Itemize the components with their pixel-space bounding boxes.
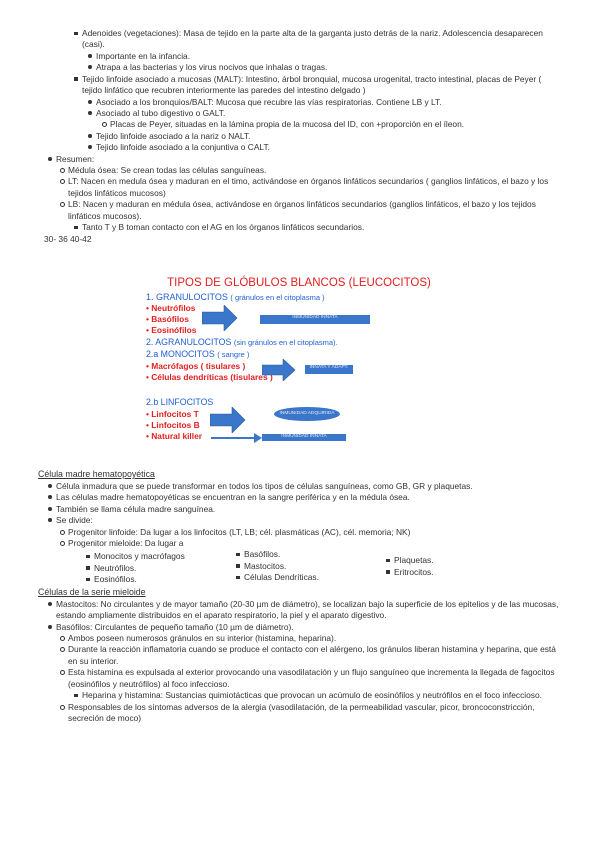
list-item: Adenoides (vegetaciones): Masa de tejido en la parte alta de la garganta justo detrás de la nariz. Adolescencia desaparecen (casi). (82, 28, 560, 51)
fig-item: • Eosinófilos (146, 325, 197, 335)
list-item: Célula inmadura que se puede transformar en todos los tipos de células sanguíneas, como GB, GR y plaquetas. (56, 481, 560, 492)
fig-item: • Linfocitos T (146, 409, 199, 419)
sub-list (96, 131, 560, 154)
section-heading: Célula madre hematopoyética (38, 469, 155, 479)
list-item: Basófilos: Circulantes de pequeño tamaño (10 µm de diámetro). (56, 622, 560, 633)
top-section (0, 28, 600, 245)
list-item: Eritrocitos. (394, 567, 504, 578)
list-item: Tejido linfoide asociado a la conjuntiva o CALT. (96, 142, 560, 153)
column-2 (234, 549, 384, 585)
list-item: Progenitor linfoide: Da lugar a los linfocitos (LT, LB; cél. plasmáticas (AC), cél. memoria; NK) (68, 527, 560, 538)
innate-box: INMUNIDAD INNATA (260, 315, 370, 324)
mieloide-columns (84, 549, 524, 585)
fig-item: • Células dendríticas (tisulares ) (146, 372, 273, 382)
list-item: Neutrófilos. (94, 563, 234, 574)
mieloide-last (68, 702, 560, 725)
list-item: Tejido linfoide asociado a mucosas (MALT): Intestino, árbol bronquial, mucosa urogenital, tracto intestinal, placas de Peyer ( tejido linfático que recubren interiormente las paredes del intestino delgado ) (82, 74, 560, 97)
resumen-list (56, 154, 560, 165)
list-item: Progenitor mieloide: Da lugar a (68, 538, 560, 549)
hemato-list (56, 481, 560, 527)
list-item: Importante en la infancia. (96, 51, 560, 62)
monocitos-heading: 2.a MONOCITOS ( sangre ) (146, 349, 250, 359)
list-item: Esta histamina es expulsada al exterior provocando una vasodilatación y un flujo sanguíneo que incrementa la llegada de fagocitos (eosinófilos y neutrófilos) al foco infeccioso. (68, 667, 560, 690)
list-item: Plaquetas. (394, 555, 504, 566)
sub-list (96, 97, 560, 120)
list-item: También se llama célula madre sanguínea. (56, 504, 560, 515)
subsub-list (110, 119, 560, 130)
fig-item: • Neutrófilos (146, 303, 196, 313)
list-item: Basófilos. (244, 549, 384, 560)
list-item: Responsables de los síntomas adversos de la alergia (vasodilatación, de la permeabilidad vascular, picor, broncoconstricción, secreción de moco) (68, 702, 560, 725)
resumen-sub (82, 222, 560, 233)
list-item: Tejido linfoide asociado a la nariz o NALT. (96, 131, 560, 142)
list-item: Células Dendríticas. (244, 572, 384, 583)
figure-title: TIPOS DE GLÓBULOS BLANCOS (LEUCOCITOS) (167, 277, 431, 289)
list-item: Asociado a los bronquios/BALT: Mucosa que recubre las vías respiratorias. Contiene LB y LT. (96, 97, 560, 108)
leukocyte-figure (140, 272, 458, 447)
arrow-head-icon (254, 433, 262, 443)
list-item: Ambos poseen numerosos gránulos en su interior (histamina, heparina). (68, 633, 560, 644)
list-item: Se divide: (56, 515, 560, 526)
column-3 (384, 549, 504, 585)
resumen-items (68, 165, 560, 222)
list-item: Eosinófilos. (94, 574, 234, 585)
hemato-section (0, 469, 600, 724)
fig-item: • Macrófagos ( tisulares ) (146, 361, 246, 371)
page-reference: 30- 36 40-42 (44, 233, 92, 244)
hemato-sub (68, 527, 560, 550)
top-list (82, 74, 560, 97)
list-item: Placas de Peyer, situadas en la lámina propia de la mucosa del ID, con +proporción en el íleon. (110, 119, 560, 130)
list-item: Mastocitos: No circulantes y de mayor tamaño (20-30 µm de diámetro), se localizan bajo la superficie de los epitelios y de las mucosas, estando ampliamente distribuidos en el aparato respiratorio, la piel y el aparato digestivo. (56, 599, 560, 622)
sub-list (96, 51, 560, 74)
mieloide-sub (68, 633, 560, 690)
arrow-icon (210, 407, 246, 433)
fig-item: • Natural killer (146, 431, 202, 441)
list-item: Monocitos y macrófagos (94, 551, 234, 562)
innate-box-2: INMUNIDAD INNATA (262, 434, 346, 441)
list-item: Durante la reacción inflamatoria cuando se produce el contacto con el alérgeno, los gránulos liberan histamina y heparina, que está en su interior. (68, 644, 560, 667)
arrow-icon (262, 359, 296, 381)
column-1 (84, 549, 234, 585)
list-item: Asociado al tubo digestivo o GALT. (96, 108, 560, 119)
acquired-ellipse: INMUNIDAD ADQUIRIDA (274, 407, 340, 421)
list-item: Mastocitos. (244, 561, 384, 572)
list-item: LB: Nacen y maduran en médula ósea, activándose en órganos linfáticos secundarios (ganglios linfáticos, el bazo y los tejidos linfáticos mucosos). (68, 199, 560, 222)
mieloide-subsub (82, 690, 560, 701)
granulocitos-heading: 1. GRANULOCITOS ( gránulos en el citoplasma ) (146, 292, 325, 302)
arrow-icon (202, 305, 238, 331)
list-item: Heparina y histamina: Sustancias quimiotácticas que provocan un acúmulo de eosinófilos y neutrófilos en el foco infeccioso. (82, 690, 560, 701)
list-item: Atrapa a las bacterias y los virus nocivos que inhalas o tragas. (96, 62, 560, 73)
fig-item: • Basófilos (146, 314, 189, 324)
linfocitos-heading: 2.b LINFOCITOS (146, 397, 214, 407)
agranulocitos-heading: 2. AGRANULOCITOS (sin gránulos en el citoplasma). (146, 337, 338, 347)
fig-item: • Linfocitos B (146, 420, 200, 430)
innate-adapt-box: INNATA Y ADAPT. (305, 365, 353, 374)
list-item: LT: Nacen en medula ósea y maduran en el timo, activándose en órganos linfáticos secundarios ( ganglios linfáticos, el bazo y los tejidos linfáticos mucosos) (68, 176, 560, 199)
resumen-heading: Resumen: (56, 154, 560, 165)
section-heading: Células de la serie mieloide (38, 586, 146, 597)
list-item: Las células madre hematopoyéticas se encuentran en la sangre periférica y en la médula ósea. (56, 492, 560, 503)
mieloide-list (56, 599, 560, 633)
list-item: Médula ósea: Se crean todas las células sanguíneas. (68, 165, 560, 176)
top-list (82, 28, 560, 51)
arrow-line (211, 437, 257, 439)
list-item: Tanto T y B toman contacto con el AG en los órganos linfáticos secundarios. (82, 222, 560, 233)
